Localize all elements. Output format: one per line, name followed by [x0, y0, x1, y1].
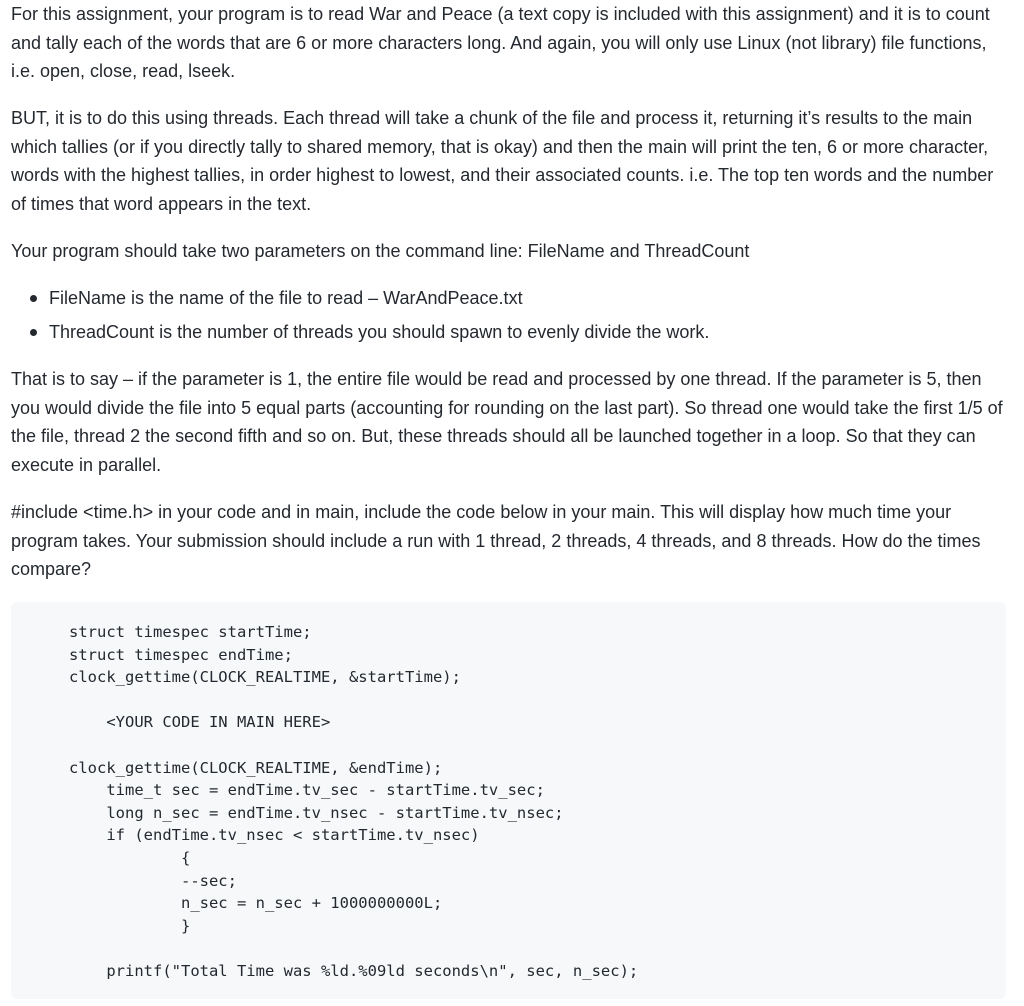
code-line: }: [180, 916, 191, 935]
code-line: <YOUR CODE IN MAIN HERE>: [106, 713, 331, 732]
code-line: n_sec = n_sec + 1000000000L;: [180, 894, 443, 913]
paragraph-threads: BUT, it is to do this using threads. Each thread will take a chunk of the file and process it, returning it’s results to the main which tallies (or if you directly tally to shared memory, that is okay) and then the main will print the ten, 6 or more character, words with the highest tallies, in order highest to lowest, and their associated counts. i.e. The top ten words and the number of times that word appears in the text.: [11, 108, 994, 214]
code-text: [69, 621, 638, 983]
paragraph-intro: For this assignment, your program is to read War and Peace (a text copy is included with this assignment) and it is to count and tally each of the words that are 6 or more characters long. And again, you will only use Linux (not library) file functions, i.e. open, close, read, lseek.: [11, 4, 990, 82]
code-line: {: [180, 848, 191, 867]
code-line: clock_gettime(CLOCK_REALTIME, &endTime);: [69, 758, 443, 777]
list-item: [11, 318, 1011, 352]
parameter-list: [11, 284, 1011, 352]
list-item: [11, 284, 1011, 318]
code-block: [11, 602, 1006, 999]
list-item-text: ThreadCount is the number of threads you should spawn to evenly divide the work.: [49, 322, 710, 342]
code-line: long n_sec = endTime.tv_nsec - startTime.tv_nsec;: [106, 803, 564, 822]
paragraph-timing: #include <time.h> in your code and in main, include the code below in your main. This will display how much time your program takes. Your submission should include a run with 1 thread, 2 threads, 4 threads, and 8 threads. How do the times compare?: [11, 502, 981, 580]
paragraph-parameters: Your program should take two parameters on the command line: FileName and ThreadCount: [11, 241, 750, 261]
list-item-text: FileName is the name of the file to read – WarAndPeace.txt: [49, 288, 523, 308]
code-line: if (endTime.tv_nsec < startTime.tv_nsec): [106, 826, 480, 845]
code-line: --sec;: [180, 871, 237, 890]
code-line: struct timespec startTime;: [69, 623, 312, 641]
code-line: struct timespec endTime;: [69, 645, 293, 664]
code-line: clock_gettime(CLOCK_REALTIME, &startTime);: [69, 668, 461, 687]
bullet-icon: [30, 295, 37, 302]
bullet-icon: [30, 329, 37, 336]
code-line: time_t sec = endTime.tv_sec - startTime.tv_sec;: [106, 781, 545, 800]
code-line: printf("Total Time was %ld.%09ld seconds\n", sec, n_sec);: [69, 961, 639, 980]
paragraph-example: That is to say – if the parameter is 1, the entire file would be read and processed by one thread. If the parameter is 5, then you would divide the file into 5 equal parts (accounting for rounding on the last part). So thread one would take the first 1/5 of the file, thread 2 the second fifth and so on. But, these threads should all be launched together in a loop. So that they can execute in parallel.: [11, 369, 1003, 475]
